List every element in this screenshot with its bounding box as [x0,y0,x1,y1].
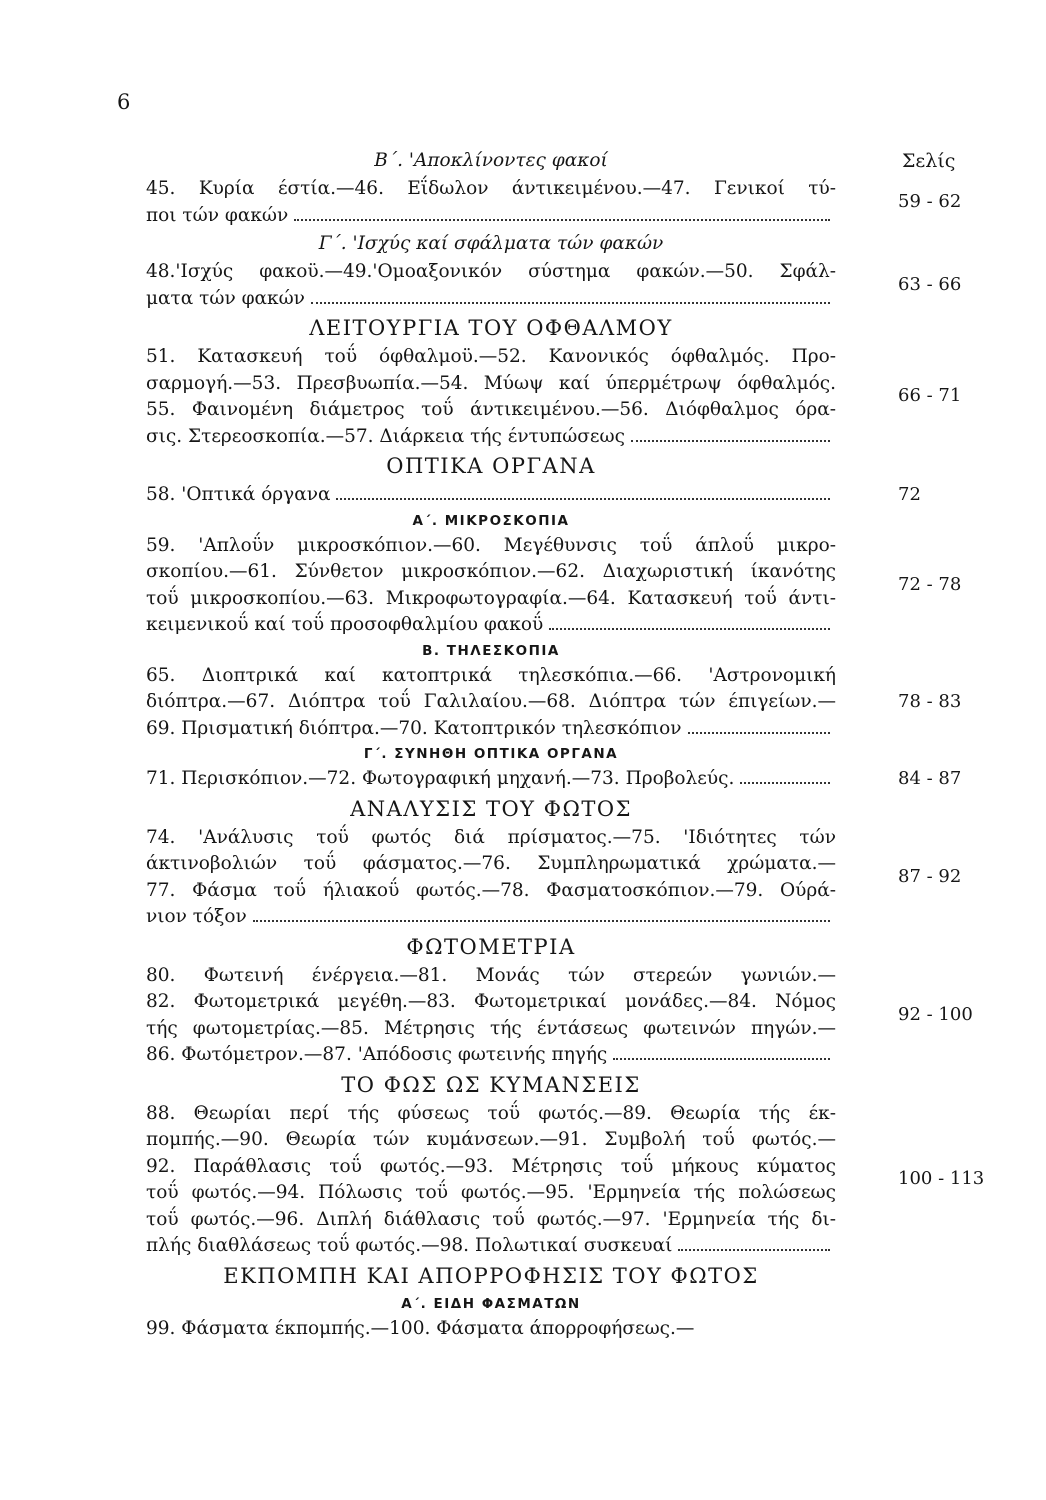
dot-leader [294,219,830,221]
entry-text: σις. Στερεοσκοπία.—57. Διάρκεια τής έντυπώσεως [146,425,625,447]
toc-entry [146,533,962,639]
entry-line [146,1042,836,1069]
section-heading: ΕΚΠΟΜΠΗ ΚΑΙ ΑΠΟΡΡΟΦΗΣΙΣ ΤΟΥ ΦΩΤΟΣ [223,1263,759,1288]
entry-line [146,612,836,639]
section-heading: ΟΠΤΙΚΑ ΟΡΓΑΝΑ [386,454,596,478]
page-range: 78 - 83 [898,690,962,712]
entry-line [146,533,836,560]
entry-line [146,963,836,990]
toc-entry [146,176,962,229]
entry-line [146,344,836,371]
subsection-heading: Γ΄. ΣΥΝΗΘΗ ΟΠΤΙΚΑ ΟΡΓΑΝΑ [363,746,619,762]
toc-entry [146,1101,985,1260]
subsection-heading: Α΄. ΕΙΔΗ ΦΑΣΜΑΤΩΝ [401,1295,581,1312]
page-range: 87 - 92 [898,865,962,887]
dot-leader [678,1249,830,1251]
entry-line [146,1016,836,1043]
entry-line [146,1180,836,1207]
toc-entry [146,344,962,450]
entry-line [146,259,836,286]
toc-entry [146,825,962,931]
subsection-heading: Γ΄. 'Ισχύς καί σφάλματα τών φακών [318,233,664,254]
entry-line [146,559,836,586]
entry-text: 86. Φωτόμετρον.—87. 'Απόδοσις φωτεινής πηγής [146,1044,608,1065]
entry-text: νιον τόξον [146,906,247,927]
dot-leader [688,732,830,734]
entry-line [146,663,836,690]
dot-leader [631,440,830,442]
toc-entry [146,766,962,793]
entry-line [146,1207,836,1234]
dot-leader [740,782,830,784]
entry-line [146,766,836,793]
section-heading: ΦΩΤΟΜΕΤΡΙΑ [406,934,576,959]
page-range: 63 - 66 [898,273,962,295]
entry-text: 59. 'Απλοΰν μικροσκόπιον.—60. Μεγέθυνσις τοΰ άπλοΰ μικρο- [146,534,836,556]
entry-line [146,851,836,878]
entry-text: τής φωτομετρίας.—85. Μέτρησις τής έντάσεως φωτεινών πηγών.— [146,1017,836,1039]
page-range: 72 - 78 [898,573,962,595]
page-range: 100 - 113 [898,1168,985,1189]
page-range: 66 - 71 [898,385,962,406]
entry-line [146,1127,836,1154]
subsection-heading: Β. ΤΗΛΕΣΚΟΠΙΑ [422,642,560,659]
entry-text: 65. Διοπτρικά καί κατοπτρικά τηλεσκόπια.—66. 'Αστρονομική [146,664,836,686]
entry-text: 74. 'Ανάλυσις τοΰ φωτός διά πρίσματος.—75. 'Ιδιότητες τών [146,826,836,848]
entry-line [146,1233,836,1260]
dot-leader [253,920,830,922]
entry-text: άκτινοβολιών τοΰ φάσματος.—76. Συμπληρωματικά χρώματα.— [146,853,836,874]
entry-text: 77. Φάσμα τοΰ ήλιακοΰ φωτός.—78. Φασματοσκόπιον.—79. Ούρά- [146,879,836,901]
entry-line [146,825,836,852]
entry-text: κειμενικοΰ καί τοΰ προσοφθαλμίου φακοΰ [146,614,544,635]
entry-text: πομπής.—90. Θεωρία τών κυμάνσεων.—91. Συμβολή τοΰ φωτός.— [146,1129,836,1150]
entry-line [146,397,836,424]
entry-text: 88. Θεωρίαι περί τής φύσεως τοΰ φωτός.—89. Θεωρία τής έκ- [146,1102,836,1124]
entry-text: 58. 'Οπτικά όργανα [146,484,331,505]
entry-line [146,482,836,509]
entry-text: 48.'Ισχύς φακοϋ.—49.'Ομοαξονικόν σύστημα φακών.—50. Σφάλ- [146,261,836,282]
entry-line [146,989,836,1016]
entry-text: 71. Περισκόπιον.—72. Φωτογραφική μηχανή.—73. Προβολεύς. [146,768,735,789]
entry-line [146,1154,836,1181]
entry-text: διόπτρα.—67. Διόπτρα τοΰ Γαλιλαίου.—68. Διόπτρα τών έπιγείων.— [146,691,836,712]
toc-entry [146,963,973,1069]
entry-line [146,176,836,203]
entry-text: τοΰ φωτός.—96. Διπλή διάθλασις τοΰ φωτός.—97. 'Ερμηνεία τής δι- [146,1208,836,1230]
toc-entry [146,259,962,312]
entry-text: τοΰ φωτός.—94. Πόλωσις τοΰ φωτός.—95. 'Ερμηνεία τής πολώσεως [146,1182,836,1203]
toc-entry [146,482,921,509]
subsection-heading: Α΄. ΜΙΚΡΟΣΚΟΠΙΑ [412,512,570,529]
entry-text: τοΰ μικροσκοπίου.—63. Μικροφωτογραφία.—64. Κατασκευή τοΰ άντι- [146,587,836,609]
entry-text: 51. Κατασκευή τοΰ όφθαλμοϋ.—52. Κανονικός όφθαλμός. Προ- [146,346,836,367]
entry-line [146,586,836,613]
entry-text: 45. Κυρία έστία.—46. Εΐδωλον άντικειμένου.—47. Γενικοί τύ- [146,178,836,199]
entry-text: σαρμογή.—53. Πρεσβυωπία.—54. Μύωψ καί ύπερμέτρωψ όφθαλμός. [146,372,836,394]
page-number: 6 [117,90,131,114]
entry-line [146,1101,836,1128]
entry-line [146,878,836,905]
entry-line [146,424,836,451]
entry-line [146,371,836,398]
entry-text: 92. Παράθλασις τοΰ φωτός.—93. Μέτρησις τοΰ μήκους κύματος [146,1155,836,1177]
entry-line [146,203,836,230]
entry-text: 80. Φωτεινή ένέργεια.—81. Μονάς τών στερεών γωνιών.— [146,964,836,986]
entry-line [146,716,836,743]
entry-text: 99. Φάσματα έκπομπής.—100. Φάσματα άπορροφήσεως.— [146,1317,695,1339]
pages-column-header: Σελίς [902,150,956,172]
entry-text: 55. Φαινομένη διάμετρος τοΰ άντικειμένου.—56. Διόφθαλμος όρα- [146,399,836,420]
section-heading: ΑΝΑΛΥΣΙΣ ΤΟΥ ΦΩΤΟΣ [350,796,632,821]
toc-entry [146,1316,836,1343]
dot-leader [336,498,830,500]
page-range: 72 [898,483,921,505]
dot-leader [311,302,830,304]
toc-entry [146,663,962,743]
entry-line [146,904,836,931]
entry-text: ποι τών φακών [146,204,289,226]
section-heading: ΛΕΙΤΟΥΡΓΙΑ ΤΟΥ ΟΦΘΑΛΜΟΥ [309,316,673,340]
entry-line [146,286,836,313]
entry-text: πλής διαθλάσεως τοΰ φωτός.—98. Πολωτικαί συσκευαί [146,1235,673,1256]
entry-text: 82. Φωτομετρικά μεγέθη.—83. Φωτομετρικαί μονάδες.—84. Νόμος [146,991,836,1012]
entry-line [146,1316,836,1343]
entry-text: ματα τών φακών [146,287,305,309]
dot-leader [549,628,830,630]
page-range: 84 - 87 [898,767,962,789]
dot-leader [613,1058,830,1060]
entry-text: σκοπίου.—61. Σύνθετον μικροσκόπιον.—62. Διαχωριστική ίκανότης [146,561,836,582]
entry-line [146,689,836,716]
page-range: 92 - 100 [898,1003,973,1025]
entry-text: 69. Πρισματική διόπτρα.—70. Κατοπτρικόν τηλεσκόπιον [146,717,682,739]
subsection-heading: Β΄. 'Αποκλίνοντες φακοί [374,150,608,171]
section-heading: ΤΟ ΦΩΣ ΩΣ ΚΥΜΑΝΣΕΙΣ [341,1072,641,1097]
page-range: 59 - 62 [898,190,962,212]
